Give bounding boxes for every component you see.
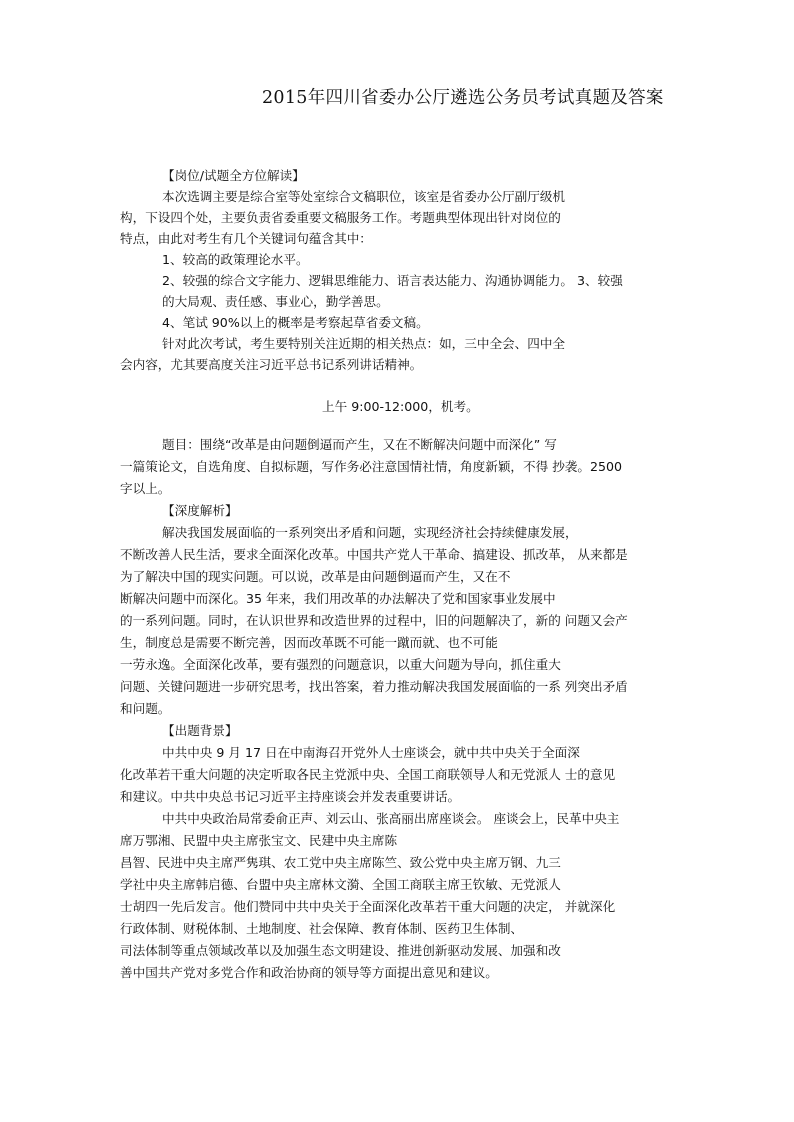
- paragraph-line: 和问题。: [120, 701, 171, 716]
- paragraph-line: 针对此次考试，考生要特别关注近期的相关热点：如，三中全会、四中全: [162, 336, 565, 351]
- paragraph-line: 构，下设四个处，主要负责省委重要文稿服务工作。考题典型体现出针对岗位的: [120, 210, 561, 225]
- paragraph-line: 和建议。中共中央总书记习近平主持座谈会并发表重要讲话。: [120, 789, 461, 804]
- paragraph-line: 中共中央 9 月 17 日在中南海召开党外人士座谈会，就中共中央关于全面深: [162, 745, 580, 760]
- list-item: 4、笔试 90%以上的概率是考察起草省委文稿。: [162, 315, 429, 330]
- paragraph-line: 生，制度总是需要不断完善，因而改革既不可能一蹴而就、也不可能: [120, 635, 498, 650]
- section-heading-deep-analysis: 【深度解析】: [162, 503, 238, 518]
- paragraph-line: 中共中央政治局常委俞正声、刘云山、张高丽出席座谈会。 座谈会上，民革中央主: [162, 811, 620, 826]
- section-heading-background: 【出题背景】: [162, 723, 238, 738]
- question-line: 字以上。: [120, 481, 171, 496]
- paragraph-line: 问题、关键问题进一步研究思考，找出答案，着力推动解决我国发展面临的一系 列突出矛盾: [120, 679, 628, 694]
- document-title: 2015年四川省委办公厅遴选公务员考试真题及答案: [262, 88, 664, 108]
- paragraph-line: 特点，由此对考生有几个关键词句蕴含其中：: [120, 231, 372, 246]
- question-line: 一篇策论文，自选角度、自拟标题，写作务必注意国情社情，角度新颖，不得 抄袭。2500: [120, 459, 623, 474]
- paragraph-line: 学社中央主席韩启德、台盟中央主席林文漪、全国工商联主席王钦敏、无党派人: [120, 877, 561, 892]
- paragraph-line: 化改革若干重大问题的决定听取各民主党派中央、全国工商联领导人和无党派人 士的意见: [120, 767, 616, 782]
- paragraph-line: 为了解决中国的现实问题。可以说，改革是由问题倒逼而产生，又在不: [120, 569, 511, 584]
- paragraph-line: 昌智、民进中央主席严隽琪、农工党中央主席陈竺、致公党中央主席万钢、九三: [120, 855, 561, 870]
- list-item: 1、较高的政策理论水平。: [162, 252, 309, 267]
- list-item: 2、较强的综合文字能力、逻辑思维能力、语言表达能力、沟通协调能力。 3、较强: [162, 273, 623, 288]
- paragraph-line: 行政体制、财税体制、土地制度、社会保障、教育体制、医药卫生体制、: [120, 921, 523, 936]
- paragraph-line: 不断改善人民生活，要求全面深化改革。中国共产党人干革命、搞建设、抓改革， 从来都是: [120, 547, 628, 562]
- paragraph-line: 司法体制等重点领域改革以及加强生态文明建设、推进创新驱动发展、加强和改: [120, 943, 561, 958]
- paragraph-line: 一劳永逸。全面深化改革，要有强烈的问题意识，以重大问题为导向，抓住重大: [120, 657, 561, 672]
- paragraph-line: 士胡四一先后发言。他们赞同中共中央关于全面深化改革若干重大问题的决定， 并就深化: [120, 899, 616, 914]
- paragraph-line: 本次选调主要是综合室等处室综合文稿职位，该室是省委办公厅副厅级机: [162, 189, 565, 204]
- paragraph-line: 席万鄂湘、民盟中央主席张宝文、民建中央主席陈: [120, 833, 398, 848]
- question-line: 题目：围绕“改革是由问题倒逼而产生，又在不断解决问题中而深化” 写: [162, 437, 557, 452]
- paragraph-line: 善中国共产党对多党合作和政治协商的领导等方面提出意见和建议。: [120, 965, 498, 980]
- section-heading-position-analysis: 【岗位/试题全方位解读】: [162, 168, 305, 183]
- exam-time: 上午 9:00-12:000，机考。: [322, 399, 479, 414]
- paragraph-line: 解决我国发展面临的一系列突出矛盾和问题，实现经济社会持续健康发展，: [162, 525, 578, 540]
- list-item: 的大局观、责任感、事业心，勤学善思。: [162, 294, 389, 309]
- paragraph-line: 的一系列问题。同时，在认识世界和改造世界的过程中，旧的问题解决了，新的 问题又会产: [120, 613, 628, 628]
- paragraph-line: 断解决问题中而深化。35 年来，我们用改革的办法解决了党和国家事业发展中: [120, 591, 556, 606]
- paragraph-line: 会内容，尤其要高度关注习近平总书记系列讲话精神。: [120, 357, 423, 372]
